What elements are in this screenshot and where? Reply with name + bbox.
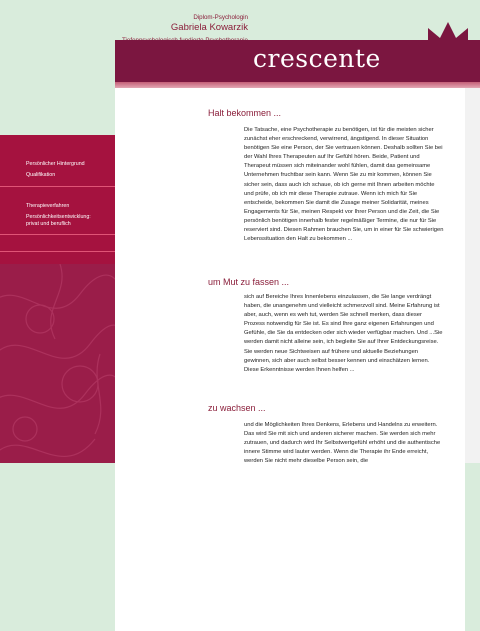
section-text: und die Möglichkeiten Ihres Denkens, Erlebens und Handelns zu erweitern. Das wird Sie mit sich und anderen sicherer machen. Sie werden sich mehr zutrauen, und dadurch wird Ihr Selbstwertgefühl erhöht und die authentische innere Stimme wird lauter werden. Wenn die Therapie ihr Ende erreicht, werden Sie nicht mehr dieselbe Person sein, die	[244, 422, 441, 463]
header-name: Gabriela Kowarzik	[170, 22, 248, 33]
header-subtitle: Diplom-Psychologin	[193, 14, 248, 21]
nav-divider	[0, 251, 115, 252]
nav-item-privat-beruflich[interactable]: privat und beruflich	[26, 221, 71, 227]
swirl-pattern-icon	[0, 264, 115, 463]
section-text: sich auf Bereiche Ihres Innenlebens einzulassen, die Sie lange verdrängt haben, die unangenehm und vielleicht schmerzvoll sind. Meine Erfahrung ist aber, auch, wenn es weh tut, werden Sie schnell merken, dass dieser Prozess notwendig für Sie ist. Es sind Ihre ganz eigenen Erfahrungen und Gefühle, die Sie da entdecken oder sich wieder verfügbar machen. Und ...Sie werden damit nicht alleine sein, ich begleite Sie auf Ihrer Entdeckungsreise. Sie werden neue Sichtweisen auf frühere und aktuelle Beziehungen gewinnen, sich aber auch selbst besser kennen und einschätzen lernen. Diese Erkenntnisse werden Ihnen helfen ...	[244, 294, 443, 373]
page-scrollbar[interactable]	[465, 88, 480, 463]
section-text: Die Tatsache, eine Psychotherapie zu benötigen, ist für die meisten sicher zunächst eher erschreckend, verwirrend, ängstigend. In dieser Situation benötigen Sie eine Person, der Sie vertrauen können. Deshalb sollten Sie bei der Wahl Ihres Therapeuten auf Ihr Gefühl hören. Beide, Patient und Therapeut müssen sich miteinander wohl fühlen, damit das gemeinsame Unternehmen fruchtbar sein kann. Wenn Sie zu mir kommen, können Sie sicher sein, dass auch ich schaue, ob ich gerne mit Ihnen arbeiten möchte und prüfe, ob ich mir diese Therapie zutraue. Wenn ich mich für Sie entscheide, bekommen Sie damit die Zusage meiner Solidarität, meines Engagements für Sie, meinen Respekt vor Ihrer Person und die Zeit, die Sie persönlich benötigen innerhalb fester regelmäßiger Termine, die nur für Sie reserviert sind. Diesen Rahmen brauchen Sie, um in einer für Sie schwierigen Lebenssituation den Halt zu bekommen ...	[244, 127, 444, 243]
section-heading: Halt bekommen ...	[208, 108, 282, 118]
decorative-panel	[0, 264, 115, 463]
brand-logo-text[interactable]: crescente	[253, 44, 381, 73]
nav-item-therapieverfahren[interactable]: Therapieverfahren	[26, 203, 70, 209]
nav-item-qualifikation[interactable]: Qualifikation	[26, 172, 56, 178]
section-heading: um Mut zu fassen ...	[208, 277, 290, 287]
nav-divider	[0, 186, 115, 187]
section-heading: zu wachsen ...	[208, 403, 266, 413]
nav-item-persoenlichkeit[interactable]: Persönlichkeitsentwicklung:	[26, 214, 91, 220]
sidebar-nav	[0, 135, 115, 264]
nav-item-hintergrund[interactable]: Persönlicher Hintergrund	[26, 161, 85, 167]
nav-divider	[0, 234, 115, 235]
leaf-logo-icon	[424, 20, 472, 50]
